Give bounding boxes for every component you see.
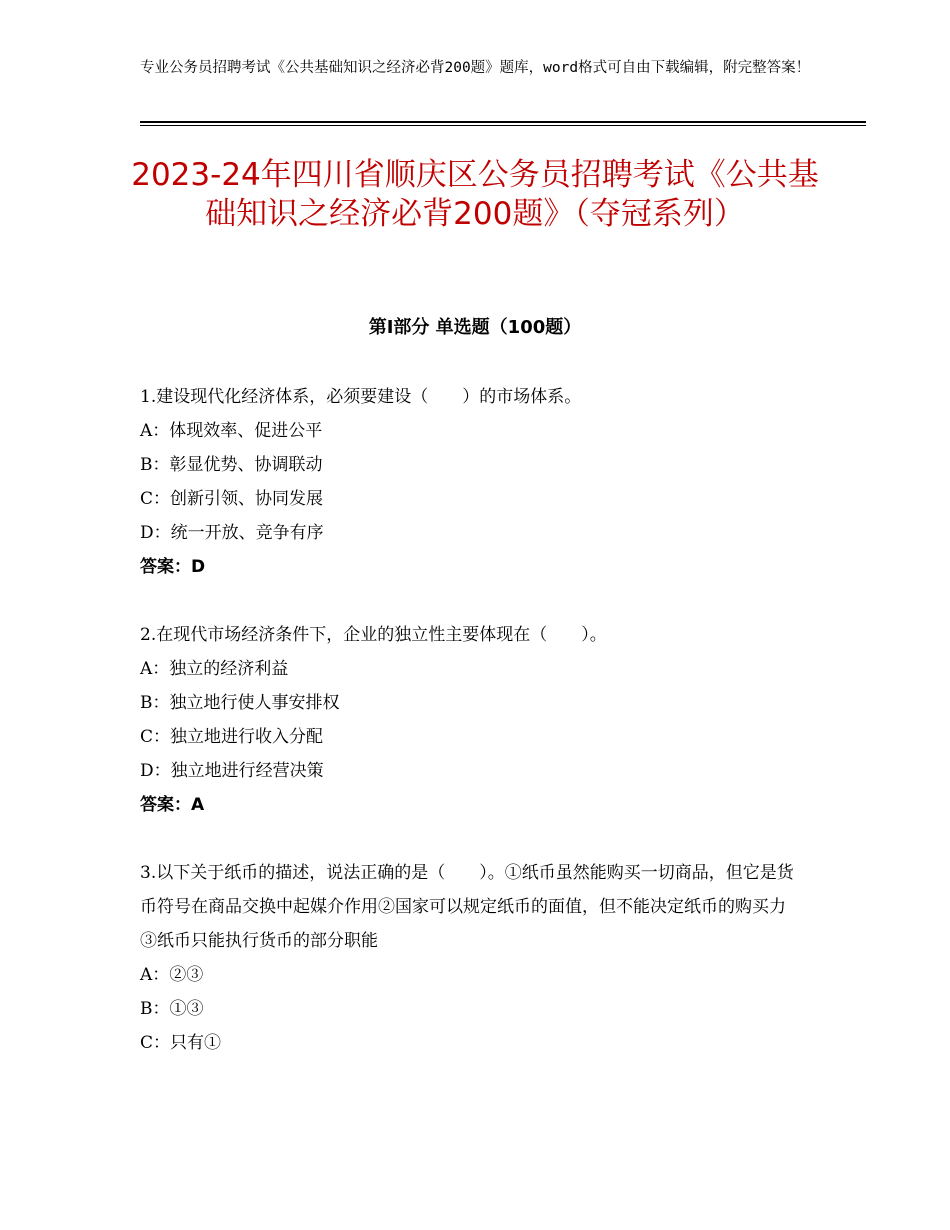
question-stem: 2.在现代市场经济条件下，企业的独立性主要体现在（ ）。 (140, 625, 607, 645)
option-b: B：彰显优势、协调联动 (140, 455, 323, 475)
answer: 答案：D (140, 557, 206, 577)
option-c: C：只有① (140, 1033, 222, 1053)
option-d: D：独立地进行经营决策 (140, 761, 324, 781)
option-c: C：独立地进行收入分配 (140, 727, 324, 747)
header-rule-thick (140, 121, 866, 123)
option-b: B：①③ (140, 999, 204, 1019)
question-2 (140, 618, 800, 822)
section-heading: 第Ⅰ部分 单选题（100题） (368, 317, 582, 338)
option-a: A：独立的经济利益 (140, 659, 289, 679)
option-d: D：统一开放、竞争有序 (140, 523, 324, 543)
question-stem: 3.以下关于纸币的描述，说法正确的是（ ）。①纸币虽然能购买一切商品，但它是货币符号在商品交换中起媒介作用②国家可以规定纸币的面值，但不能决定纸币的购买力③纸币只能执行货币的部分职能 (140, 863, 794, 951)
option-c: C：创新引领、协同发展 (140, 489, 324, 509)
option-b: B：独立地行使人事安排权 (140, 693, 340, 713)
header-rule-thin (140, 125, 866, 126)
question-stem: 1.建设现代化经济体系，必须要建设（ ）的市场体系。 (140, 387, 582, 407)
question-list (140, 380, 800, 1094)
question-3 (140, 856, 800, 1060)
option-a: A：②③ (140, 965, 204, 985)
document-title: 2023-24年四川省顺庆区公务员招聘考试《公共基础知识之经济必背200题》（夺冠系列） (131, 157, 819, 232)
answer: 答案：A (140, 795, 205, 815)
question-1 (140, 380, 800, 584)
header-note: 专业公务员招聘考试《公共基础知识之经济必背200题》题库，word格式可自由下载编辑，附完整答案！ (140, 60, 811, 76)
option-a: A：体现效率、促进公平 (140, 421, 323, 441)
